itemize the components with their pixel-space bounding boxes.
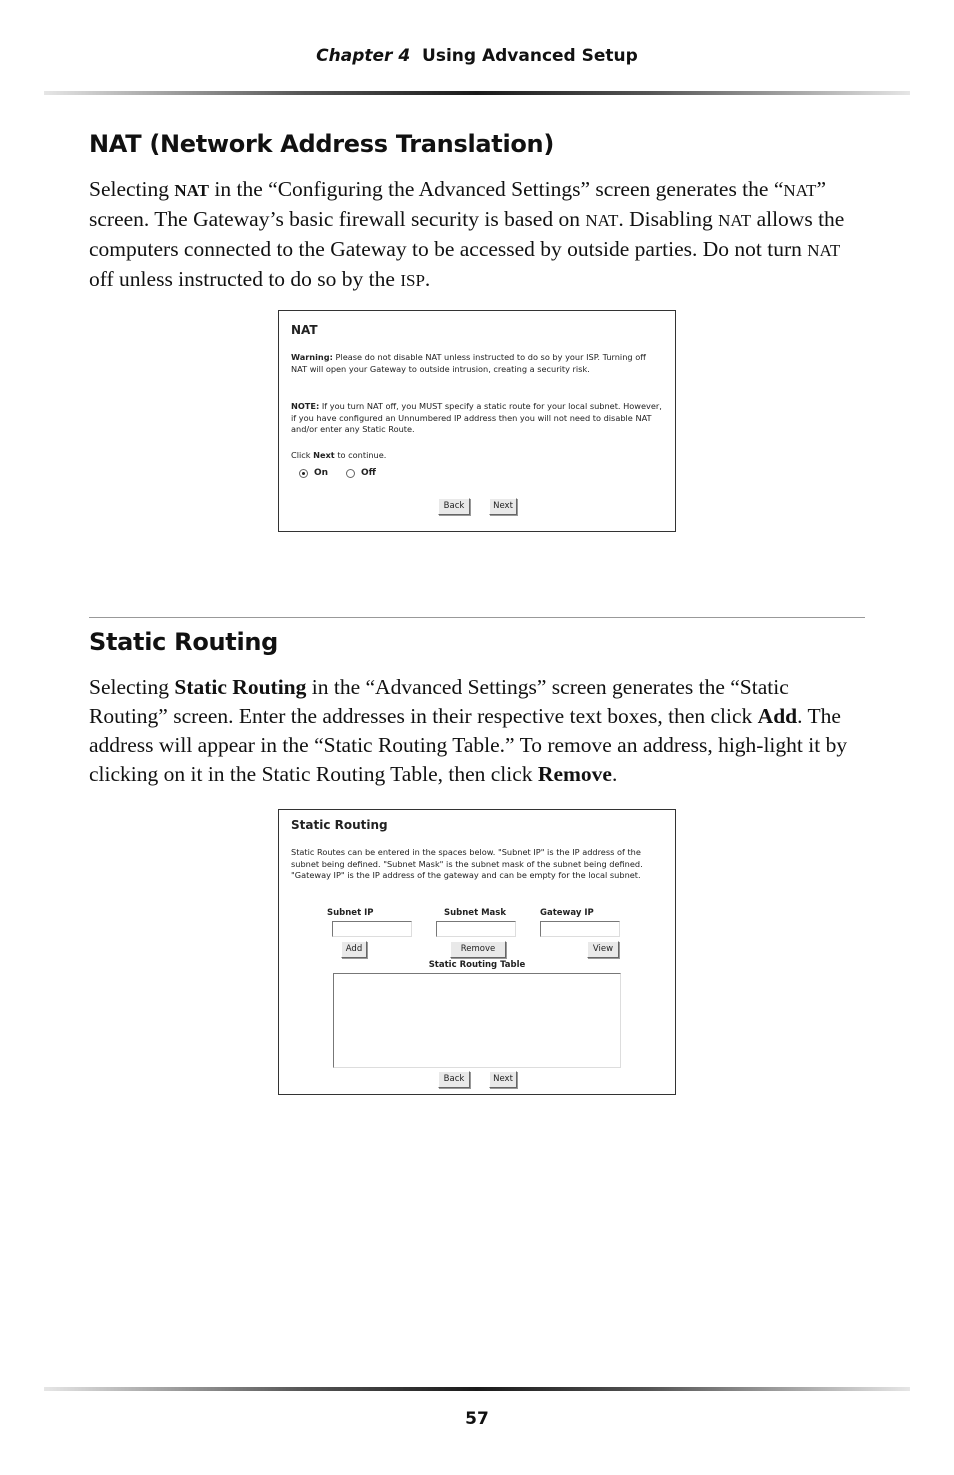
warning-label: Warning: — [291, 352, 333, 362]
small-caps-term: NAT — [585, 211, 619, 230]
footer-rule — [44, 1387, 910, 1391]
warning-text: Please do not disable NAT unless instructed to do so by your ISP. Turning off NAT will open your Gateway to outside intrusion, creating a security risk. — [291, 352, 646, 374]
bold-term: Add — [757, 704, 798, 728]
small-caps-term: NAT — [783, 181, 817, 200]
static-next-button[interactable]: Next — [489, 1071, 517, 1088]
remove-button[interactable]: Remove — [450, 941, 506, 958]
subnet-ip-input[interactable] — [332, 921, 412, 937]
gateway-ip-label: Gateway IP — [540, 908, 594, 918]
nat-on-label: On — [314, 468, 329, 478]
text-run: off unless instructed to do so by the — [89, 267, 401, 291]
nat-paragraph — [89, 175, 865, 295]
bold-term: Static Routing — [174, 675, 307, 699]
nat-heading: NAT (Network Address Translation) — [89, 130, 555, 158]
static-description: Static Routes can be entered in the spaces below. "Subnet IP" is the IP address of the subnet being defined. "Subnet Mask" is the subnet mask of the subnet being defined. "Gateway IP" is the IP address of the gateway and can be empty for the local subnet. — [291, 847, 643, 880]
bold-term: NAT — [174, 181, 210, 200]
static-back-button[interactable]: Back — [438, 1071, 470, 1088]
note-label: NOTE: — [291, 401, 320, 411]
static-routing-paragraph — [89, 673, 865, 789]
small-caps-term: NAT — [807, 241, 841, 260]
text-run: Click — [291, 450, 314, 460]
chapter-label: Chapter 4 — [316, 46, 411, 66]
text-run: . — [424, 267, 431, 291]
bold-term: Remove — [537, 762, 612, 786]
text-run-bold: Next — [313, 450, 335, 460]
text-run: to continue. — [334, 450, 387, 460]
add-button[interactable]: Add — [341, 941, 367, 958]
text-run: in the “Configuring the Advanced Settings” screen generates the “ — [209, 177, 784, 201]
static-screen-title: Static Routing — [291, 818, 388, 832]
note-text: If you turn NAT off, you MUST specify a static route for your local subnet. However, if you have configured an Unnumbered IP address then you will not need to disable NAT and/or enter any Static Route. — [291, 401, 662, 434]
nat-screenshot — [278, 310, 676, 532]
text-run: . The address will appear in the “Static Routing Table.” To remove an address, high-light it by clicking on it in the Static Routing Table, then click — [89, 704, 848, 786]
text-run: Selecting — [89, 177, 175, 201]
text-run: Selecting — [89, 675, 175, 699]
nat-next-button[interactable]: Next — [489, 498, 517, 515]
text-run: allows the computers connected to the Gateway to be accessed by outside parties. Do not turn — [89, 207, 845, 261]
text-run: . — [611, 762, 618, 786]
static-routing-table[interactable] — [333, 973, 621, 1068]
nat-note — [291, 401, 663, 436]
subnet-mask-input[interactable] — [436, 921, 516, 937]
page-number: 57 — [465, 1409, 489, 1429]
nat-on-radio[interactable] — [299, 469, 308, 478]
view-button[interactable]: View — [587, 941, 619, 958]
gateway-ip-input[interactable] — [540, 921, 620, 937]
subnet-ip-label: Subnet IP — [327, 908, 374, 918]
small-caps-term: ISP — [400, 271, 425, 290]
text-run: . Disabling — [618, 207, 719, 231]
chapter-title: Using Advanced Setup — [422, 46, 638, 66]
subnet-mask-label: Subnet Mask — [444, 908, 507, 918]
routing-table-label: Static Routing Table — [428, 960, 526, 970]
section-divider — [89, 617, 865, 618]
nat-off-label: Off — [361, 468, 376, 478]
static-routing-heading: Static Routing — [89, 628, 279, 656]
static-routing-screenshot — [278, 809, 676, 1095]
nat-screen-title: NAT — [291, 323, 318, 337]
nat-back-button[interactable]: Back — [438, 498, 470, 515]
header-rule — [44, 91, 910, 95]
text-run: ” screen. The Gateway’s basic firewall security is based on — [89, 177, 826, 231]
running-header — [0, 46, 954, 66]
small-caps-term: NAT — [718, 211, 752, 230]
nat-click-instruction — [291, 450, 663, 462]
nat-warning — [291, 352, 663, 375]
text-run: in the “Advanced Settings” screen generates the “Static Routing” screen. Enter the addresses in their respective text boxes, then click — [89, 675, 789, 728]
nat-off-radio[interactable] — [346, 469, 355, 478]
